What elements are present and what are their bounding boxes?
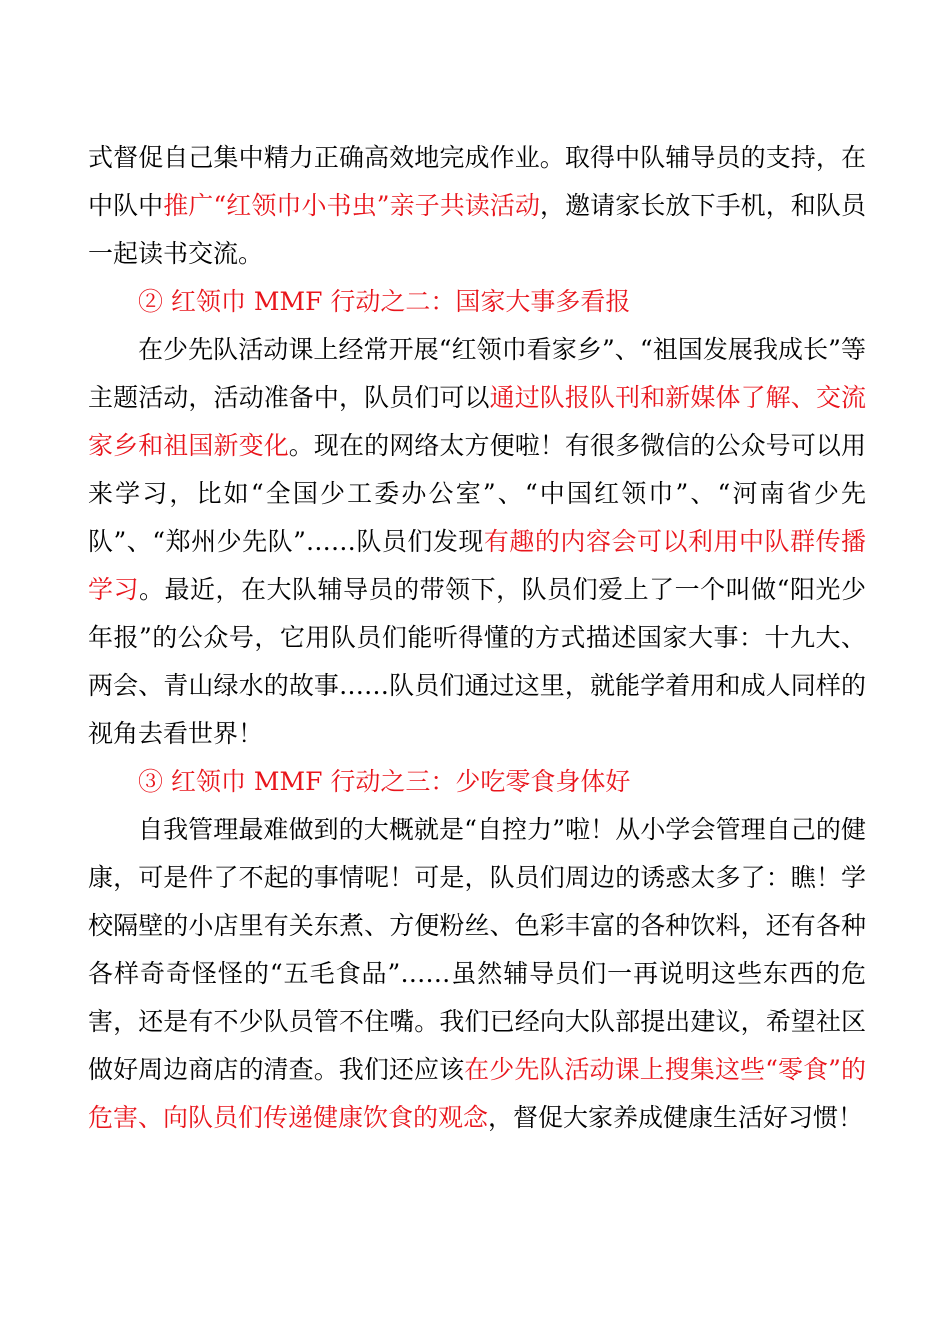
highlighted-text: 在少先队活动课上搜集这些“零食”的危害、向队员们传递健康饮食的观念 bbox=[88, 1055, 866, 1132]
heading-text: ③ 红领巾 MMF 行动之三：少吃零食身体好 bbox=[138, 767, 631, 796]
highlighted-text: 有趣的内容会可以利用中队群传播学习 bbox=[88, 527, 866, 604]
paragraph-3 bbox=[88, 806, 866, 1142]
document-page bbox=[88, 134, 866, 1142]
text-segment: 在少先队活动课上经常开展“红领巾看家乡”、“祖国发展我成长”等主题活动，活动准备中，队员们可以 bbox=[88, 335, 866, 412]
paragraph-2 bbox=[88, 326, 866, 758]
heading-text: ② 红领巾 MMF 行动之二：国家大事多看报 bbox=[138, 287, 631, 316]
section-heading-2 bbox=[88, 278, 866, 326]
highlighted-text: 通过队报队刊和新媒体了解、交流家乡和祖国新变化 bbox=[88, 383, 866, 460]
highlighted-text: 推广“红领巾小书虫”亲子共读活动 bbox=[163, 191, 541, 220]
text-segment: ，督促大家养成健康生活好习惯！ bbox=[488, 1103, 864, 1132]
paragraph-1 bbox=[88, 134, 866, 278]
text-segment: 自我管理最难做到的大概就是“自控力”啦！从小学会管理自己的健康，可是件了不起的事情呢！可是，队员们周边的诱惑太多了：瞧！学校隔壁的小店里有关东煮、方便粉丝、色彩丰富的各种饮料，还有各种各样奇奇怪怪的“五毛食品”……虽然辅导员们一再说明这些东西的危害，还是有不少队员管不住嘴。我们已经向大队部提出建议，希望社区做好周边商店的清查。我们还应该 bbox=[88, 815, 866, 1084]
text-segment: 。最近，在大队辅导员的带领下，队员们爱上了一个叫做“阳光少年报”的公众号，它用队员们能听得懂的方式描述国家大事：十九大、两会、青山绿水的故事……队员们通过这里，就能学着用和成人同样的视角去看世界！ bbox=[88, 575, 866, 748]
text-segment: 式督促自己集中精力正确高效地完成作业。取得中队辅导员的支持，在中队中 bbox=[88, 143, 866, 220]
text-segment: 。现在的网络太方便啦！有很多微信的公众号可以用来学习，比如“全国少工委办公室”、“中国红领巾”、“河南省少先队”、“郑州少先队”……队员们发现 bbox=[88, 431, 866, 556]
section-heading-3 bbox=[88, 758, 866, 806]
text-segment: ，邀请家长放下手机，和队员一起读书交流。 bbox=[88, 191, 866, 268]
